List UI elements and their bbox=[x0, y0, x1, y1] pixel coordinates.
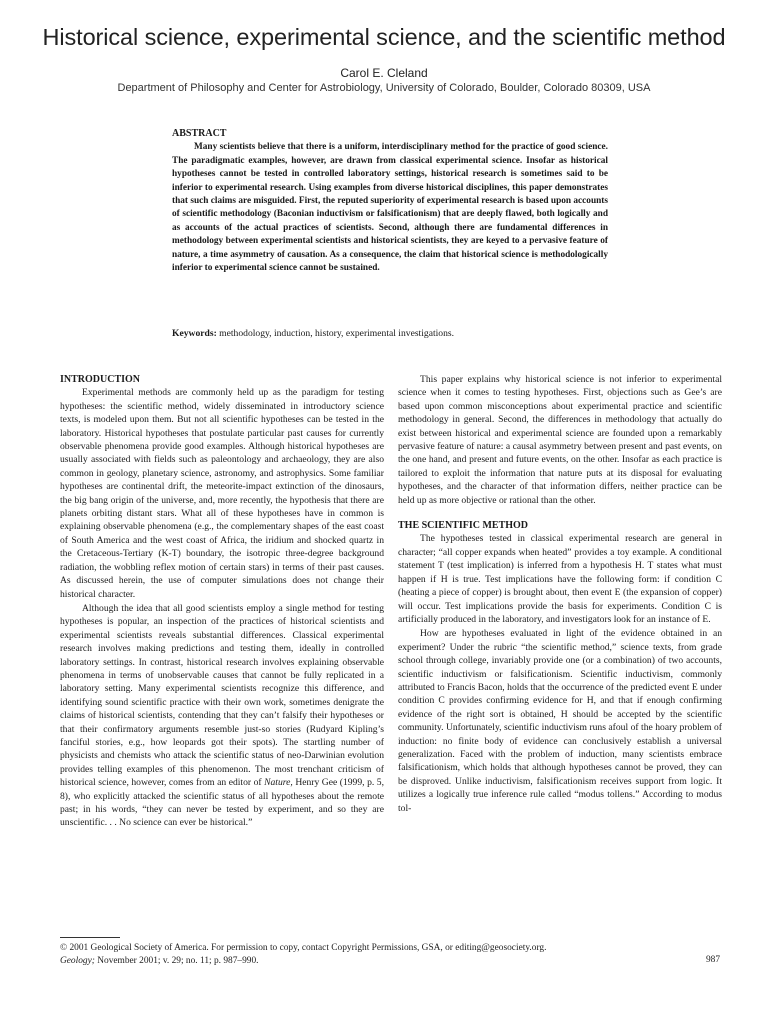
method-paragraph-1: The hypotheses tested in classical experimental research are general in character; “all copper expands when heated” provides a toy example. A conditional statement T (test implication) is inferred from a hypothesis H. T states what must happen if H is true. Test implications have the following form: if condition C (heating a piece of copper) is brought about, then event E (the expansion of copper) will occur. Test implications provide the basis for experiments. Condition C is artificially produced in the laboratory, and investigators look for an instance of E. bbox=[398, 533, 722, 625]
citation-details: November 2001; v. 29; no. 11; p. 987–990. bbox=[94, 956, 259, 966]
intro-paragraph-3: This paper explains why historical science is not inferior to experimental science when it comes to testing hypotheses. First, objections such as Gee’s are based upon common misconceptions about experimental practice and scientific methodology in general. Second, the differences in methodology that actually do exist between historical and experimental science are founded upon a remarkably pervasive feature of nature: a causal asymmetry between present and past events, on the one hand, and present and future events, on the other. Insofar as each practice is tailored to exploit the information that nature puts at its disposal for evaluating hypotheses, and the character of that information differs, neither practice can be held up as more objective or rational than the other. bbox=[398, 374, 722, 506]
keywords bbox=[172, 328, 608, 339]
abstract-heading: ABSTRACT bbox=[172, 128, 227, 139]
page-number: 987 bbox=[705, 955, 720, 965]
section-heading-scientific-method: THE SCIENTIFIC METHOD bbox=[398, 520, 529, 532]
intro-paragraph-2 bbox=[60, 602, 384, 830]
author-affiliation: Department of Philosophy and Center for Astrobiology, University of Colorado, Boulder, Colorado 80309, USA bbox=[117, 82, 651, 94]
abstract-body: Many scientists believe that there is a uniform, interdisciplinary method for the practice of good science. The paradigmatic examples, however, are drawn from classical experimental science. Insofar as historical hypotheses cannot be tested in controlled laboratory settings, historical research is sometimes said to be inferior to experimental research. Using examples from diverse historical disciplines, this paper demonstrates that such claims are misguided. First, the reputed superiority of experimental research is based upon accounts of scientific methodology (Baconian inductivism or falsificationism) that are deeply flawed, both logically and as accounts of the actual practices of scientists. Second, although there are fundamental differences in methodology between experimental scientists and historical scientists, they are keyed to a pervasive feature of nature, a time asymmetry of causation. As a consequence, the claim that historical science is methodologically inferior to experimental science cannot be sustained. bbox=[172, 142, 608, 274]
intro-paragraph-2-part-a: Although the idea that all good scientists employ a single method for testing hypotheses is popular, an inspection of the practices of historical scientists and experimental scientists reveals substantial differences. Classical experimental research involves making predictions and testing them, ideally in controlled laboratory settings. In contrast, historical research involves explaining observable phenomena in terms of unobservable causes that cannot be fully replicated in a laboratory setting. Many experimental scientists recognize this difference, and identifying sound scientific practice with their own work, sometimes denigrate the claims of historical scientists, contending that they can’t falsify their hypotheses or that their confirmatory arguments resemble just-so stories (Rudyard Kipling’s fanciful stories, e.g., how leopards got their spots). The startling number of physicists and chemists who attack the scientific status of neo-Darwinian evolution provides telling examples of this phenomenon. The most trenchant criticism of historical science, however, comes from an editor of bbox=[60, 602, 384, 789]
intro-paragraph-2-part-b: Henry Gee (1999, p. 5, 8), who explicitly attacked the scientific status of all hypotheses about the remote past; in his words, “they can never be tested by experiment, and so they are unscientific. . . No science can ever be historical.” bbox=[60, 777, 384, 829]
keywords-list: methodology, induction, history, experimental investigations. bbox=[219, 328, 455, 339]
method-paragraph-2: How are hypotheses evaluated in light of the evidence obtained in an experiment? Under the rubric “the scientific method,” science texts, from grade school through college, invariably provide one (or a combination) of two accounts, scientific inductivism or falsificationism. Scientific inductivism, commonly attributed to Francis Bacon, holds that the occurrence of the predicted event E under condition C provides confirming evidence for H, and that if enough confirming evidence of the right sort is obtained, H should be accepted by the scientific community. Unfortunately, scientific inductivism runs afoul of the hoary problem of induction: no finite body of evidence can conclusively establish a universal generalization. Faced with the problem of induction, many scientists embrace falsificationism, which holds that although hypotheses cannot be proved, they can be disproved. Unlike inductivism, falsificationism receives support from logic. It utilizes a logically true inference rule called “modus tollens.” According to modus tol- bbox=[398, 628, 722, 814]
section-heading-introduction: INTRODUCTION bbox=[60, 374, 141, 385]
keywords-label: Keywords: bbox=[172, 328, 217, 339]
footnote-divider bbox=[60, 937, 120, 938]
citation-line bbox=[60, 955, 680, 968]
left-column bbox=[60, 373, 384, 831]
author-name: Carol E. Cleland bbox=[340, 66, 428, 80]
journal-name: Geology; bbox=[60, 956, 95, 966]
intro-paragraph-1: Experimental methods are commonly held up as the paradigm for testing hypotheses: the scientific method, widely disseminated in introductory science texts, is modeled upon them. But not all scientific hypotheses can be tested in the laboratory. Historical hypotheses that postulate particular past causes for currently observable phenomena provide good examples. Although historical hypotheses are usually associated with fields such as paleontology and archaeology, they are also common in geology, planetary science, astronomy, and astrophysics. Some familiar hypotheses are continental drift, the meteorite-impact extinction of the dinosaurs, the big bang origin of the universe, and, more recently, the hypothesis that there are planets orbiting distant stars. What all of these hypotheses have in common is explaining observable phenomena (e.g., the complementary shapes of the east coast of South America and the west coast of Africa, the iridium and shocked quartz in the Cretaceous-Tertiary (K-T) boundary, the isotropic three-degree background radiation, the wobbling reflex motion of certain stars) in terms of their past causes. As discussed herein, the use of computer simulations does not change their historical character. bbox=[60, 387, 384, 600]
abstract bbox=[172, 127, 608, 275]
journal-name-nature: Nature, bbox=[264, 777, 293, 789]
paper-title: Historical science, experimental science, and the scientific method bbox=[42, 24, 726, 50]
footnote bbox=[60, 942, 680, 968]
right-column bbox=[398, 373, 722, 816]
copyright-notice: © 2001 Geological Society of America. For permission to copy, contact Copyright Permissions, GSA, or editing@geosociety.org. bbox=[60, 943, 547, 953]
